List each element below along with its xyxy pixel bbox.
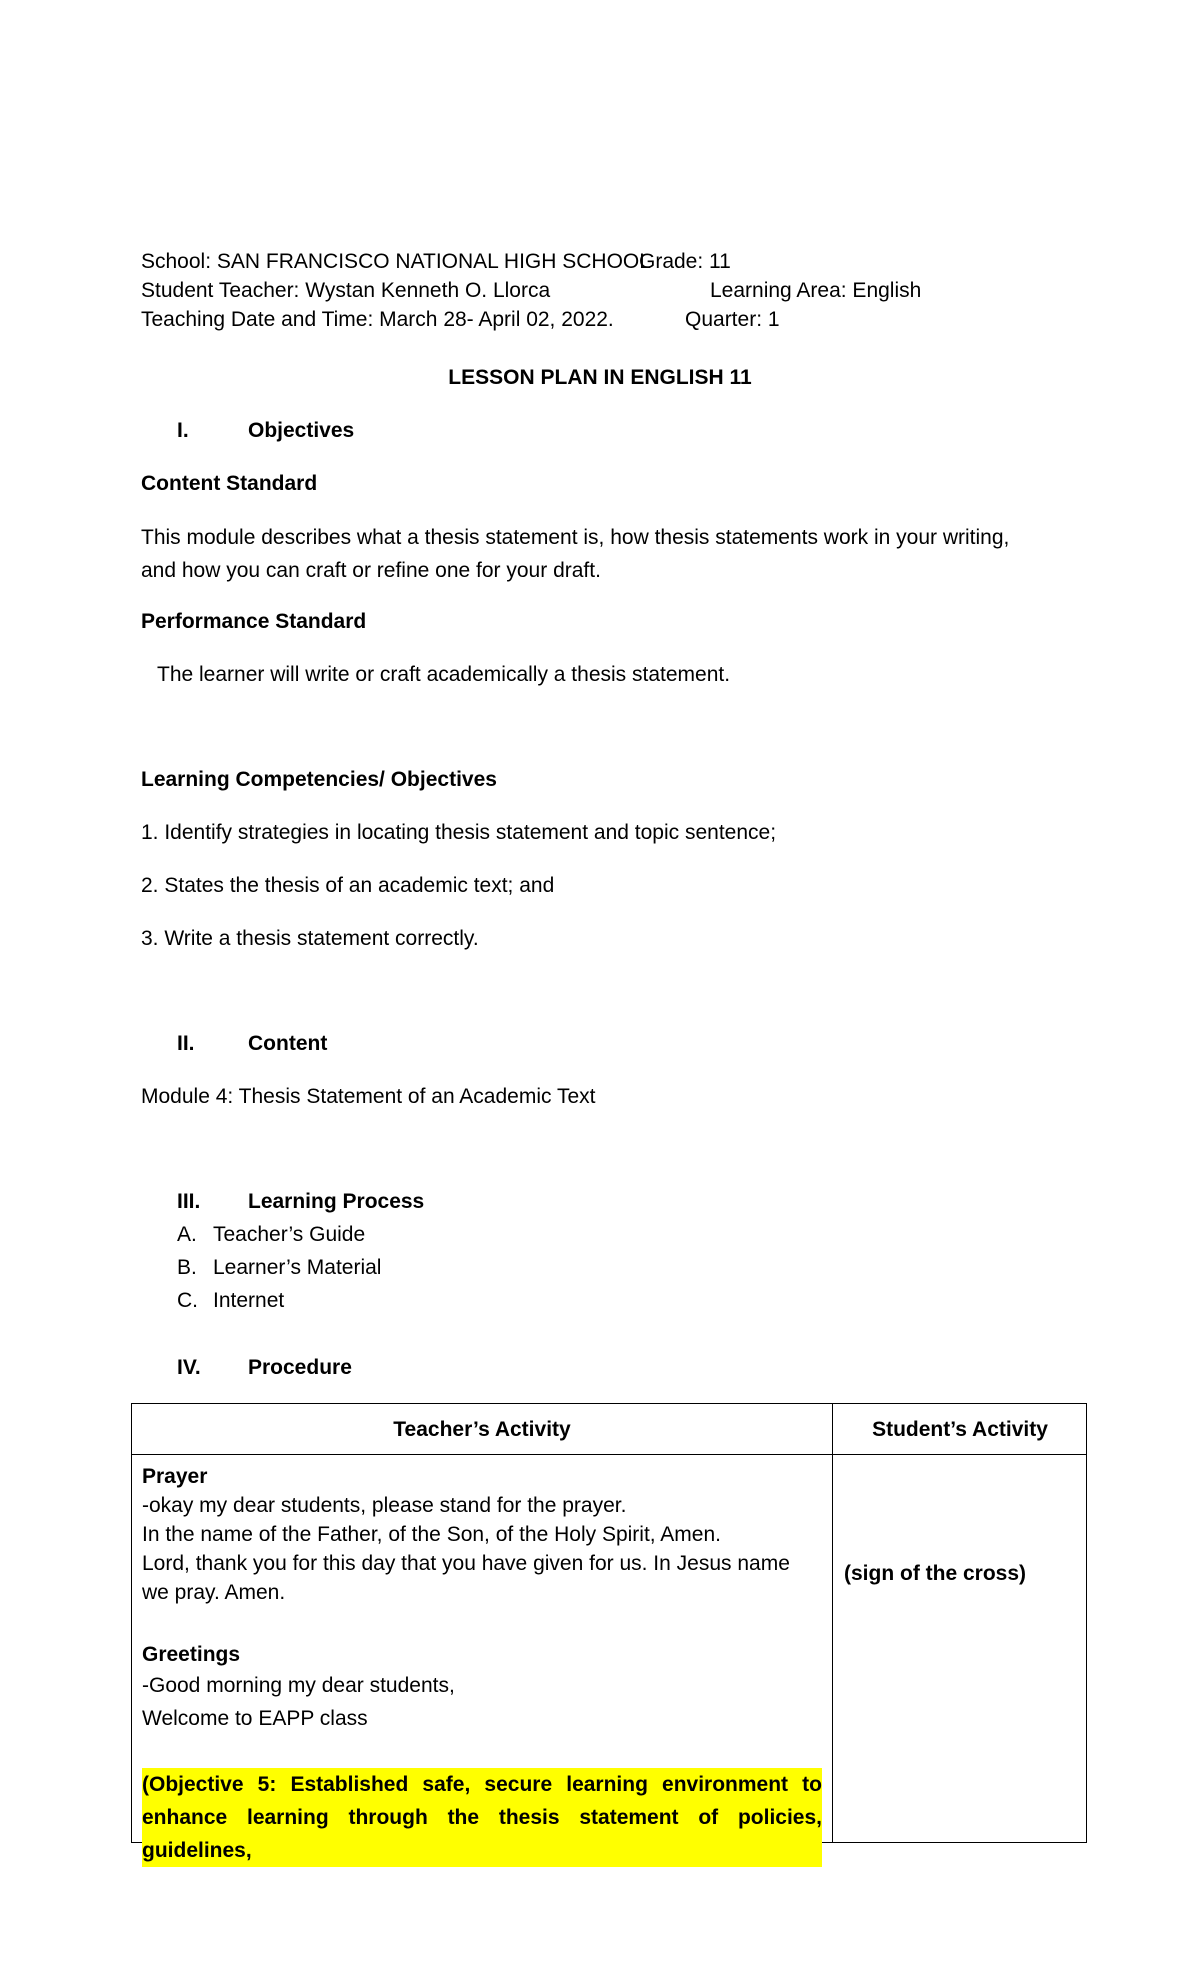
greetings-line: Welcome to EAPP class xyxy=(142,1707,368,1730)
competency-item: 2. States the thesis of an academic text; and xyxy=(141,874,555,897)
content-standard-text: This module describes what a thesis statement is, how thesis statements work in your writing, and how you can craft or refine one for your draft. xyxy=(141,526,1010,582)
prayer-line: we pray. Amen. xyxy=(142,1581,286,1604)
competencies-heading: Learning Competencies/ Objectives xyxy=(141,768,497,791)
student-teacher-label: Student Teacher: Wystan Kenneth O. Llorca xyxy=(141,279,551,302)
grade-label: Grade: 11 xyxy=(639,250,731,273)
list-item-letter: B. xyxy=(177,1256,197,1279)
page-title: LESSON PLAN IN ENGLISH 11 xyxy=(448,366,752,389)
school-label: School: SAN FRANCISCO NATIONAL HIGH SCHOOL xyxy=(141,250,651,273)
table-header-teacher-activity: Teacher’s Activity xyxy=(393,1418,571,1441)
prayer-line: In the name of the Father, of the Son, of the Holy Spirit, Amen. xyxy=(142,1523,721,1546)
section-heading-procedure: Procedure xyxy=(248,1356,352,1379)
student-response: (sign of the cross) xyxy=(844,1562,1027,1585)
table-header-student-activity: Student’s Activity xyxy=(872,1418,1048,1441)
section-number-learning-process: III. xyxy=(177,1190,201,1213)
objective-highlight-line: enhance learning through the thesis statement of policies, guidelines, xyxy=(142,1801,822,1867)
section-number-content: II. xyxy=(177,1032,195,1055)
section-heading-learning-process: Learning Process xyxy=(248,1190,425,1213)
teacher-activity-cell xyxy=(142,1462,822,1867)
content-text: Module 4: Thesis Statement of an Academic Text xyxy=(141,1085,596,1108)
prayer-line: Lord, thank you for this day that you have given for us. In Jesus name xyxy=(142,1552,790,1575)
content-standard-heading: Content Standard xyxy=(141,472,318,495)
performance-standard-heading: Performance Standard xyxy=(141,610,367,633)
greetings-line: -Good morning my dear students, xyxy=(142,1674,455,1697)
list-item-letter: C. xyxy=(177,1289,198,1312)
list-item: Teacher’s Guide xyxy=(213,1223,366,1246)
quarter-label: Quarter: 1 xyxy=(685,308,780,331)
list-item: Internet xyxy=(213,1289,285,1312)
learning-area-label: Learning Area: English xyxy=(710,279,922,302)
section-number-procedure: IV. xyxy=(177,1356,201,1379)
objective-highlight-line: (Objective 5: Established safe, secure learning environment to xyxy=(142,1768,822,1801)
table-header-divider xyxy=(132,1454,1086,1455)
prayer-heading: Prayer xyxy=(142,1465,208,1488)
teaching-date-label: Teaching Date and Time: March 28- April 02, 2022. xyxy=(141,308,614,331)
section-heading-objectives: Objectives xyxy=(248,419,355,442)
greetings-heading: Greetings xyxy=(142,1643,241,1666)
list-item: Learner’s Material xyxy=(213,1256,382,1279)
competency-item: 1. Identify strategies in locating thesis statement and topic sentence; xyxy=(141,821,777,844)
list-item-letter: A. xyxy=(177,1223,197,1246)
procedure-table xyxy=(131,1403,1087,1862)
performance-standard-text: The learner will write or craft academically a thesis statement. xyxy=(157,663,731,686)
section-heading-content: Content xyxy=(248,1032,328,1055)
competency-item: 3. Write a thesis statement correctly. xyxy=(141,927,479,950)
table-column-divider xyxy=(832,1404,833,1842)
prayer-line: -okay my dear students, please stand for the prayer. xyxy=(142,1494,627,1517)
section-number-objectives: I. xyxy=(177,419,189,442)
